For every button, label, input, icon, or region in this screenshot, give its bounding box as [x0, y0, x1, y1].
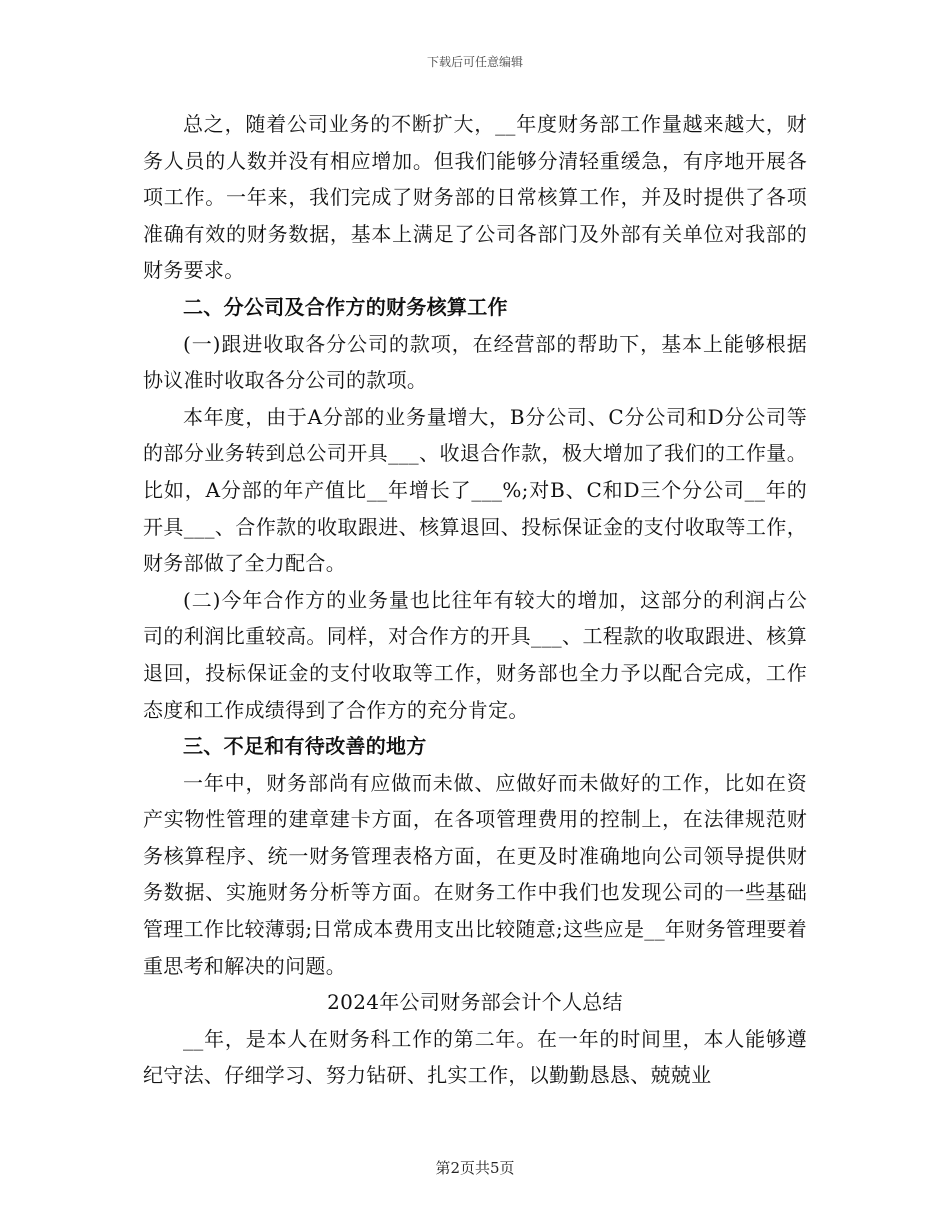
paragraph-summary: 总之，随着公司业务的不断扩大，__年度财务部工作量越来越大，财务人员的人数并没有相应增加。但我们能够分清轻重缓急，有序地开展各项工作。一年来，我们完成了财务部的日常核算工作，并及时提供了各项准确有效的财务数据，基本上满足了公司各部门及外部有关单位对我部的财务要求。: [143, 112, 807, 283]
paragraph-branch-payments: (一)跟进收取各分公司的款项，在经营部的帮助下，基本上能够根据协议准时收取各分公司的款项。: [143, 331, 807, 393]
document-body: [143, 106, 807, 1094]
section-heading-branch-accounting: 二、分公司及合作方的财务核算工作: [183, 294, 508, 319]
paragraph-annual-workload: 本年度，由于A分部的业务量增大，B分公司、C分公司和D分公司等的部分业务转到总公司开具___、收退合作款，极大增加了我们的工作量。比如，A分部的年产值比__年增长了___%;对B、C和D三个分公司__年的开具___、合作款的收取跟进、核算退回、投标保证金的支付收取等工作，财务部做了全力配合。: [143, 404, 807, 576]
page-number: 第2页共5页: [435, 1159, 515, 1177]
paragraph-personal-summary: __年，是本人在财务科工作的第二年。在一年的时间里，本人能够遵纪守法、仔细学习、努力钻研、扎实工作，以勤勤恳恳、兢兢业: [143, 1026, 807, 1088]
paragraph-shortcomings: 一年中，财务部尚有应做而未做、应做好而未做好的工作，比如在资产实物性管理的建章建卡方面，在各项管理费用的控制上，在法律规范财务核算程序、统一财务管理表格方面，在更及时准确地向公司领导提供财务数据、实施财务分析等方面。在财务工作中我们也发现公司的一些基础管理工作比较薄弱;日常成本费用支出比较随意;这些应是__年财务管理要着重思考和解决的问题。: [143, 770, 807, 978]
page-header: 下载后可任意编辑: [426, 55, 523, 69]
section-heading-improvements: 三、不足和有待改善的地方: [183, 734, 427, 759]
paragraph-partner-business: (二)今年合作方的业务量也比往年有较大的增加，这部分的利润占公司的利润比重较高。同样，对合作方的开具___、工程款的收取跟进、核算退回，投标保证金的支付收取等工作，财务部也全力予以配合完成，工作态度和工作成绩得到了合作方的充分肯定。: [143, 587, 807, 722]
document-title: 2024年公司财务部会计个人总结: [327, 990, 623, 1015]
